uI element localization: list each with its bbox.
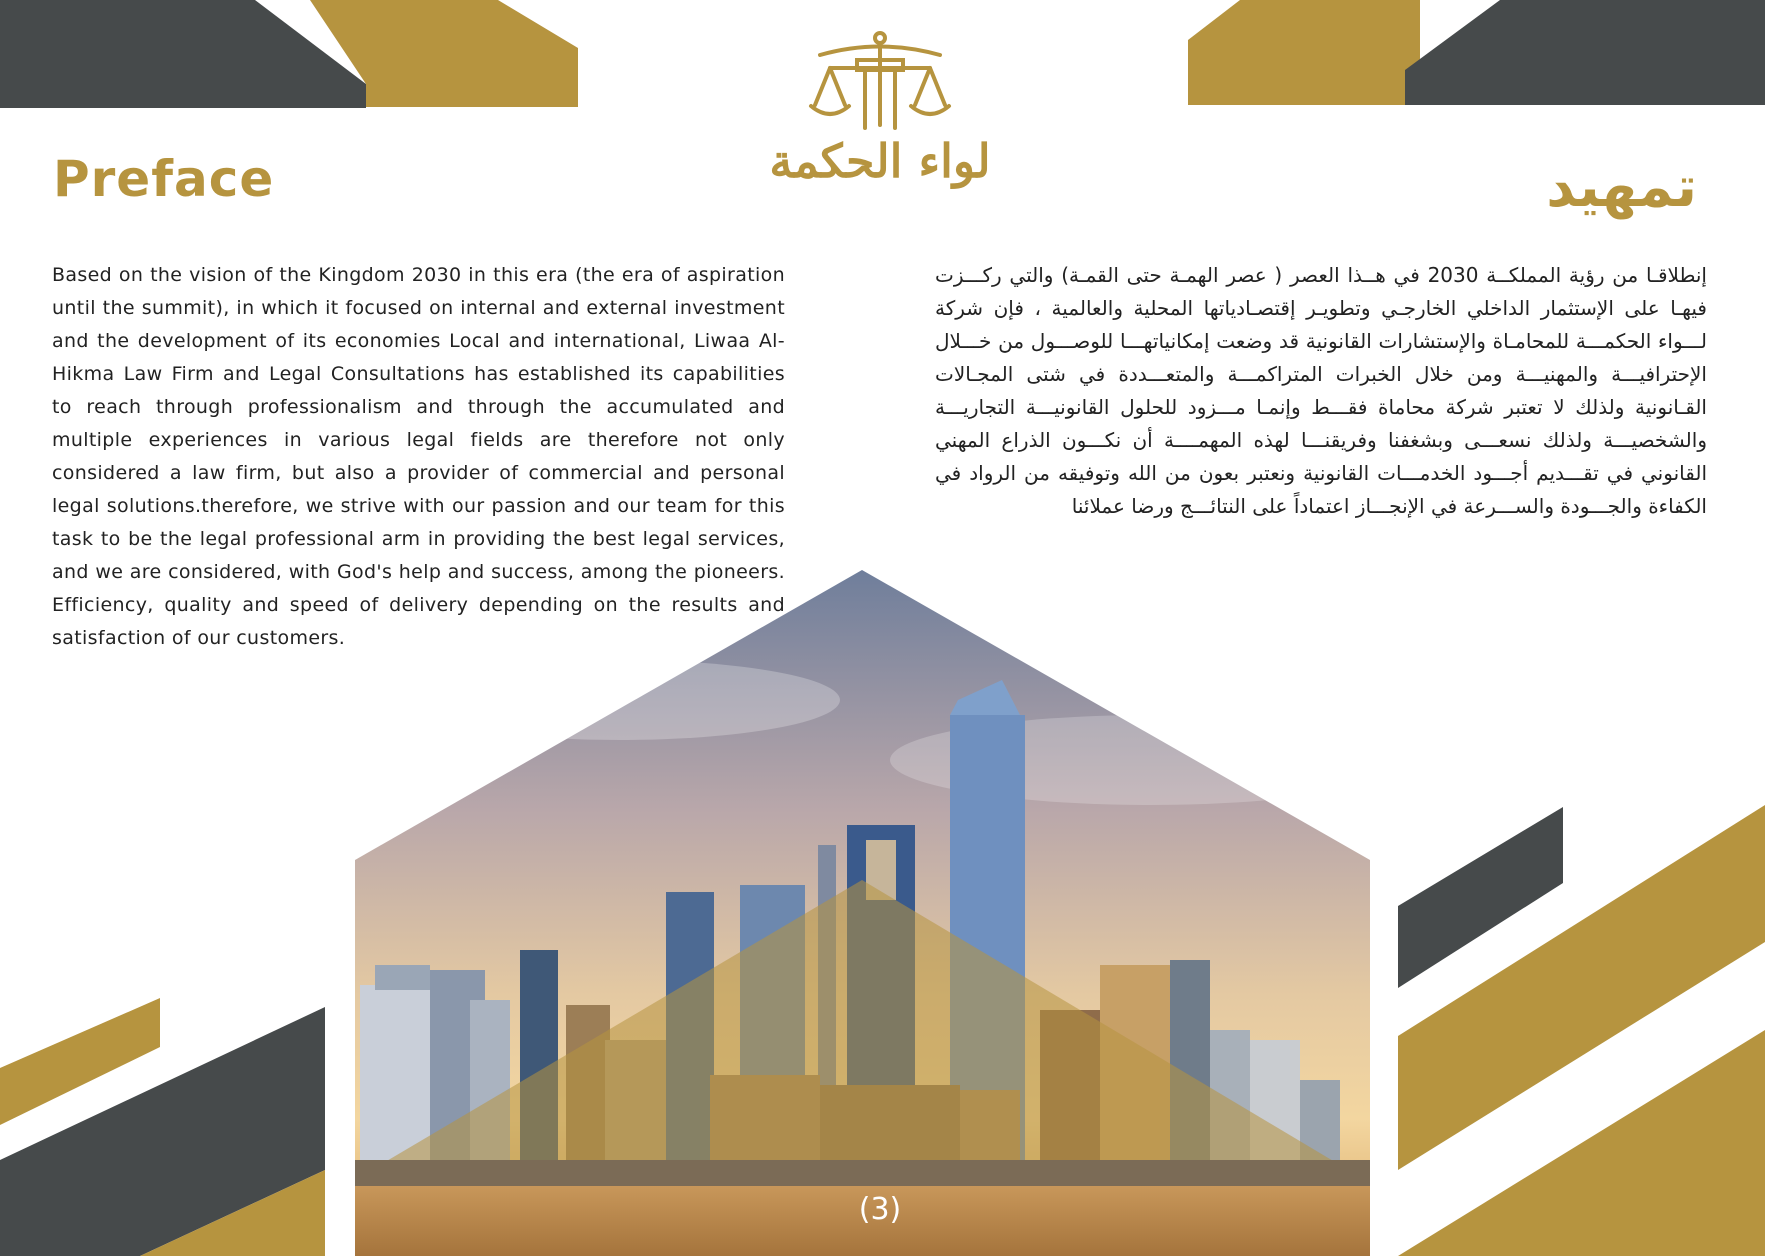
scales-of-justice-icon xyxy=(745,20,1015,245)
logo-text: لواء الحكمة xyxy=(769,134,991,188)
logo xyxy=(745,20,1015,245)
top-right-stripes xyxy=(1188,0,1765,105)
preface-text-ar: إنطلاقـا من رؤية المملكــة 2030 في هــذا العصر ( عصر الهمـة حتى القمـة) والتي ركـــزت فيهـا على الإستثمار الداخلي الخارجـي وتطويـر إقتصـادياتها المحلية والعالمية ، فإن شركة لـــواء الحكمـــة للمحامـاة والإستشارات القانونية قد وضعت إمكانياتهـــا للوصـــول من خـــلال الإحترافيـــة والمهنيـــة ومن خلال الخبرات المتراكمـــة والمتعـــددة في شتى المجـالات القـانونية ولذلك لا تعتبر شركة محاماة فقـــط وإنمـا مـــزود للحلول القانونيـــة التجاريـــة والشخصيـــة ولذلك نسعـــى وبشغفنا وفريقنـــا لهذه المهمــــة أن نكـــون الذراع المهني القانوني في تقـــديم أجـــود الخدمـــات القانونية ونعتبر بعون من الله وتوفيقه من الرواد في الكفاءة والجـــودة والســـرعة في الإنجـــاز اعتماداً على النتائـــج ورضا عملائنا xyxy=(935,263,1707,518)
preface-title-ar: تمهيد xyxy=(1546,155,1697,220)
bottom-right-stripes xyxy=(1398,805,1765,1256)
page-number: (3) xyxy=(858,1192,902,1227)
top-left-stripes xyxy=(0,0,578,108)
city-skyline-image xyxy=(355,570,1410,1256)
preface-title-en: Preface xyxy=(53,150,275,208)
preface-text-en: Based on the vision of the Kingdom 2030 in this era (the era of aspiration until the summit), in which it focused on internal and external investment and the development of its economies Local and international, Liwaa Al-Hikma Law Firm and Legal Consultations has established its capabilities to reach through professionalism and through the accumulated and multiple experiences in various legal fields are therefore not only considered a law firm, but also a provider of commercial and personal legal solutions.therefore, we strive with our passion and our team for this task to be the legal professional arm in providing the best legal services, and we are considered, with God's help and success, among the pioneers. Efficiency, quality and speed of delivery depending on the results and satisfaction of our customers. xyxy=(52,264,785,649)
bottom-left-stripes xyxy=(0,998,325,1256)
